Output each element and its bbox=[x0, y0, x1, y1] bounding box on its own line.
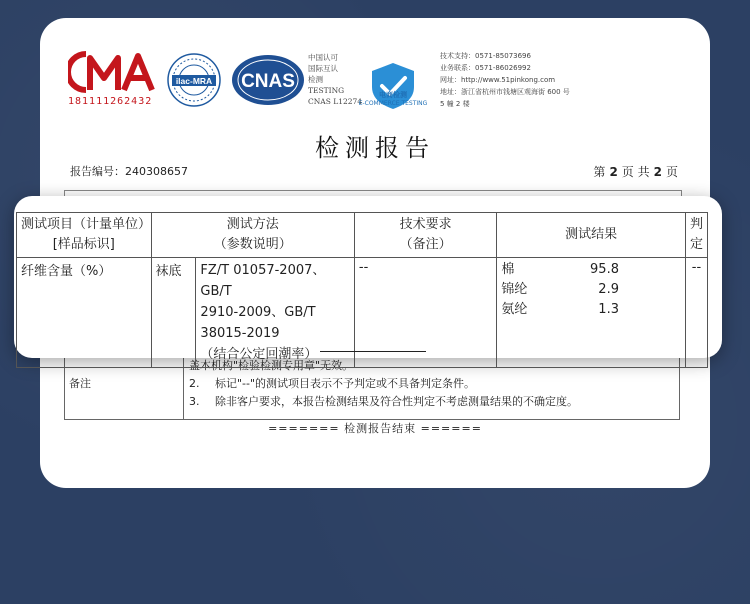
report-title: 检测报告 bbox=[315, 134, 435, 162]
cma-logo-icon bbox=[68, 50, 158, 94]
ilac-mra-logo-icon bbox=[166, 52, 222, 108]
ecommerce-logo-subtitle: E-COMMERCE TESTING bbox=[358, 100, 428, 107]
result-line: 氨纶 1.3 bbox=[501, 302, 619, 317]
cnas-caption: 中国认可 国际互认 检测 TESTING CNAS L12274 bbox=[308, 53, 363, 106]
report-number-value: 240308657 bbox=[125, 165, 188, 178]
cell-sample: 袜底 bbox=[151, 258, 196, 368]
report-end-marker: ======= 检测报告结束 ====== bbox=[268, 422, 482, 435]
result-line: 棉 95.8 bbox=[501, 262, 619, 277]
page-info: 第 2 页 共 2 页 bbox=[593, 165, 678, 179]
notes-label: 备注 bbox=[69, 377, 91, 390]
notes-line: 3. 除非客户要求，本报告检测结果及符合性判定不考虑测量结果的不确定度。 bbox=[189, 395, 578, 408]
test-results-table bbox=[16, 212, 708, 368]
cell-method: FZ/T 01057-2007、GB/T 2910-2009、GB/T 38015-2019 （结合公定回潮率） bbox=[196, 258, 354, 368]
contact-info: 技术支持：0571-85073696 业务联系：0571-86026992 网址：http://www.51pinkong.com 地址：浙江省杭州市钱塘区观海街 600 号 5 幢 2 楼 bbox=[440, 52, 570, 108]
header-result: 测试结果 bbox=[497, 213, 686, 258]
cma-number: 181111262432 bbox=[68, 96, 153, 107]
table-header-row bbox=[17, 213, 708, 258]
header-requirement: 技术要求 （备注） bbox=[354, 213, 496, 258]
svg-text:ilac-MRA: ilac-MRA bbox=[175, 76, 213, 86]
notes-line: 2. 标记"--"的测试项目表示不予判定或不具备判定条件。 bbox=[189, 377, 476, 390]
report-number bbox=[70, 163, 188, 179]
signature-divider-line bbox=[320, 351, 426, 352]
header-method: 测试方法 （参数说明） bbox=[151, 213, 354, 258]
header-item: 测试项目（计量单位） [样品标识] bbox=[17, 213, 152, 258]
cell-judgement: -- bbox=[685, 258, 707, 368]
ecommerce-testing-shield-icon bbox=[358, 44, 428, 124]
notes-line: 盖本机构"检验检测专用章"无效。 bbox=[189, 359, 354, 372]
cnas-logo-icon bbox=[230, 52, 306, 108]
result-line: 锦纶 2.9 bbox=[501, 282, 619, 297]
header-judgement: 判定 bbox=[685, 213, 707, 258]
cma-logo bbox=[68, 50, 158, 120]
cell-requirement: -- bbox=[354, 258, 496, 368]
ecommerce-logo-title: 电商检测 bbox=[379, 91, 407, 99]
report-number-label: 报告编号： bbox=[70, 165, 125, 178]
cell-results bbox=[497, 258, 686, 368]
svg-text:CNAS: CNAS bbox=[241, 71, 295, 92]
cell-item: 纤维含量（%） bbox=[17, 258, 152, 368]
